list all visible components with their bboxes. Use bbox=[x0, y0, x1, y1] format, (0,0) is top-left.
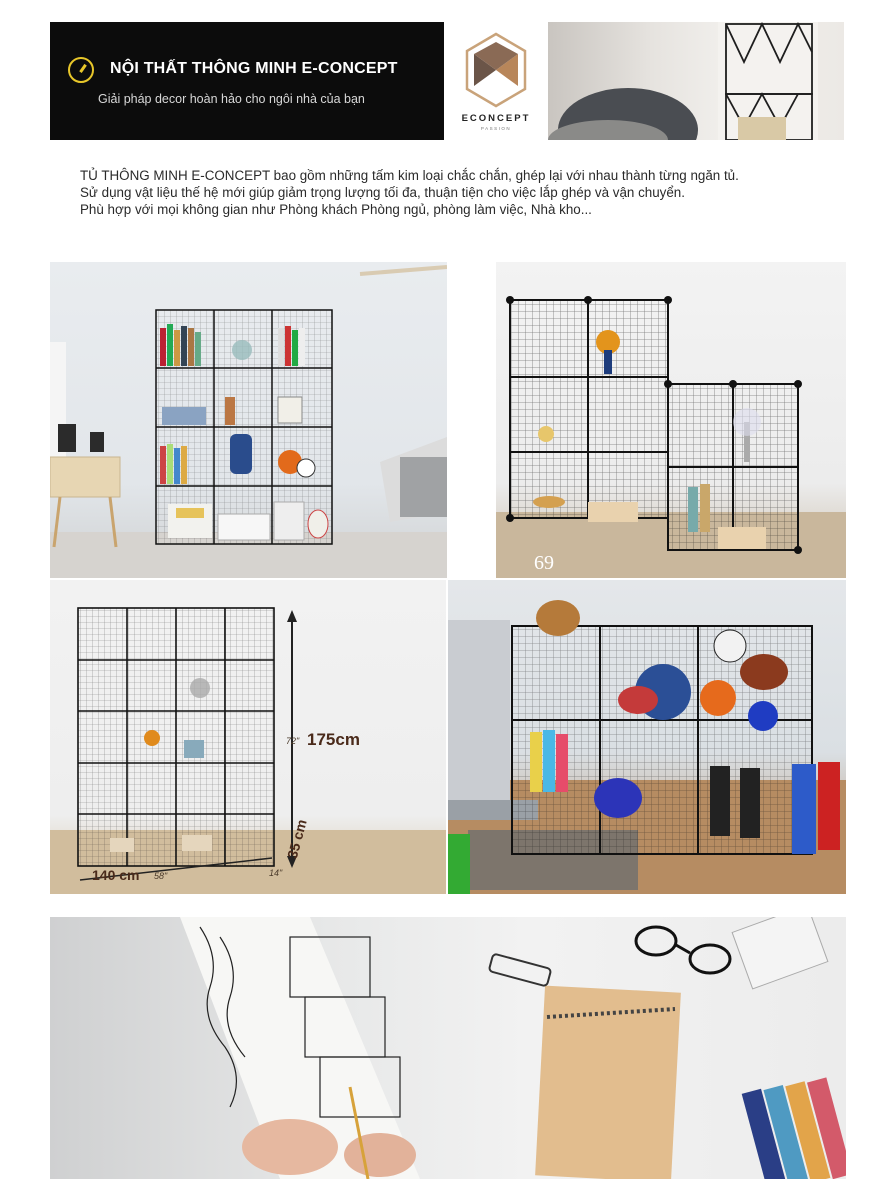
hexagon-logo-icon bbox=[464, 32, 528, 108]
intro-line-2: Sử dụng vật liệu thế hệ mới giúp giảm trọng lượng tối đa, thuận tiện cho việc lắp ghép và vận chuyển. bbox=[80, 185, 685, 200]
intro-line-3: Phù hợp với mọi không gian như Phòng khách Phòng ngủ, phòng làm việc, Nhà kho... bbox=[80, 202, 592, 217]
living-room-art bbox=[50, 262, 447, 578]
photo-kids-room-shelf bbox=[448, 580, 846, 894]
photo-design-sketch bbox=[50, 917, 846, 1179]
header-photo-art bbox=[548, 22, 844, 140]
header-banner bbox=[50, 22, 444, 140]
photo-cube-shelf bbox=[448, 262, 846, 578]
dimensions-art bbox=[50, 580, 446, 894]
header-photo bbox=[548, 22, 844, 140]
econcept-logo bbox=[452, 22, 540, 140]
intro-line-1: TỦ THÔNG MINH E-CONCEPT bao gồm những tấm kim loại chắc chắn, ghép lại với nhau thành từng ngăn tủ. bbox=[80, 168, 739, 183]
width-in-label: 58" bbox=[154, 871, 168, 881]
photo-number-label: 69 bbox=[534, 552, 554, 574]
depth-cm-label: 35 cm bbox=[284, 817, 310, 861]
kids-room-art bbox=[448, 580, 846, 894]
width-cm-label: 140 cm bbox=[92, 867, 140, 883]
cube-shelf-art bbox=[448, 262, 846, 578]
depth-in-label: 14" bbox=[269, 868, 283, 878]
banner-subtitle: Giải pháp decor hoàn hảo cho ngôi nhà của bạn bbox=[98, 92, 365, 106]
logo-brand: ECONCEPT bbox=[461, 113, 531, 124]
photo-living-room-shelf bbox=[50, 262, 447, 578]
design-sketch-art bbox=[50, 917, 846, 1179]
logo-tagline: PASSION bbox=[480, 126, 512, 131]
height-cm-label: 175cm bbox=[307, 730, 360, 749]
height-in-label: 72" bbox=[286, 736, 300, 746]
photo-shelf-dimensions bbox=[50, 580, 446, 894]
intro-text bbox=[80, 167, 840, 218]
banner-title: NỘI THẤT THÔNG MINH E-CONCEPT bbox=[110, 60, 398, 77]
gauge-icon bbox=[68, 57, 94, 83]
